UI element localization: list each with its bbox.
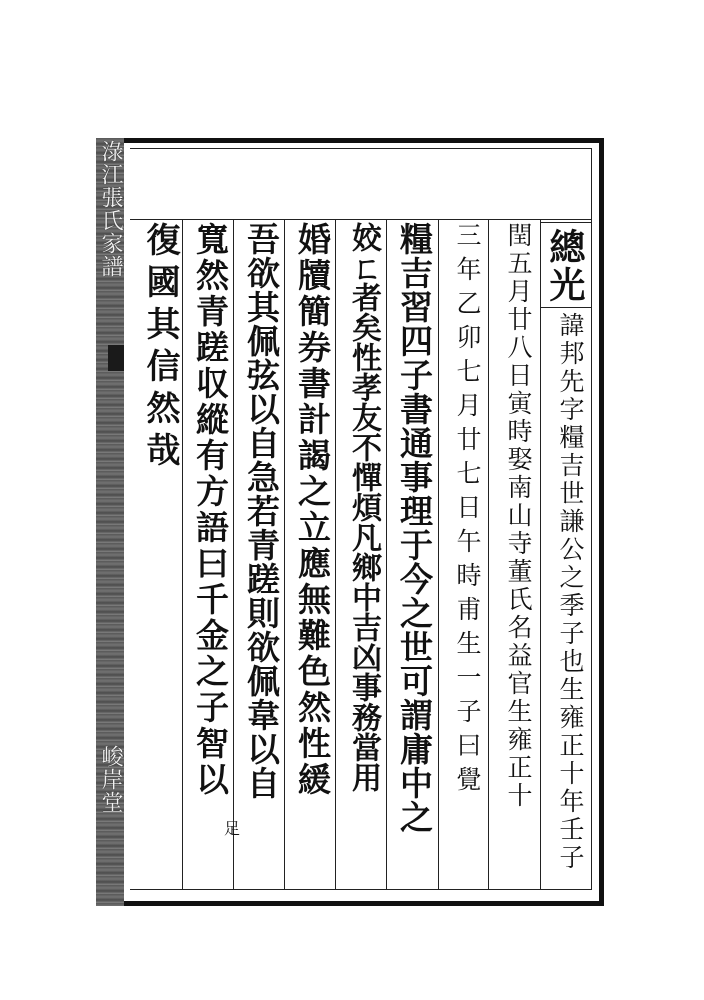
- text-column-6: 婚牘簡券書計謁之立應無難色然性緩: [293, 222, 332, 798]
- spine-hall-name: 峻岸堂: [98, 745, 123, 814]
- margin-note: 足: [224, 819, 241, 838]
- column-rule: [438, 219, 439, 890]
- entry-heading: 總光: [540, 222, 592, 308]
- text-column-8: 寬然青蹉収縱有方語曰千金之子智以: [191, 222, 230, 798]
- text-column-9: 復國其信然哉: [140, 222, 180, 474]
- spine-title: 淥江張氏家譜: [98, 140, 123, 278]
- text-column-5: 姣ㄈ者矣性孝友不憚煩凡鄉中吉凶事務當用: [346, 222, 381, 792]
- header-band-rule: [130, 219, 592, 220]
- text-column-4: 糧吉習四子書通事理于今之世可謂庸中之: [395, 222, 434, 834]
- text-column-3: 三年乙卯七月廿七日午時甫生一子曰覺: [453, 222, 482, 800]
- spine-fishtail-mark: [108, 345, 124, 371]
- text-column-7: 吾欲其佩弦以自急若青蹉則欲佩韋以自: [242, 222, 281, 800]
- text-column-1: 諱邦先字糧吉世謙公之季子也生雍正十年壬子: [556, 312, 585, 872]
- text-column-2: 閏五月廿八日寅時娶南山寺董氏名益官生雍正十: [504, 222, 533, 810]
